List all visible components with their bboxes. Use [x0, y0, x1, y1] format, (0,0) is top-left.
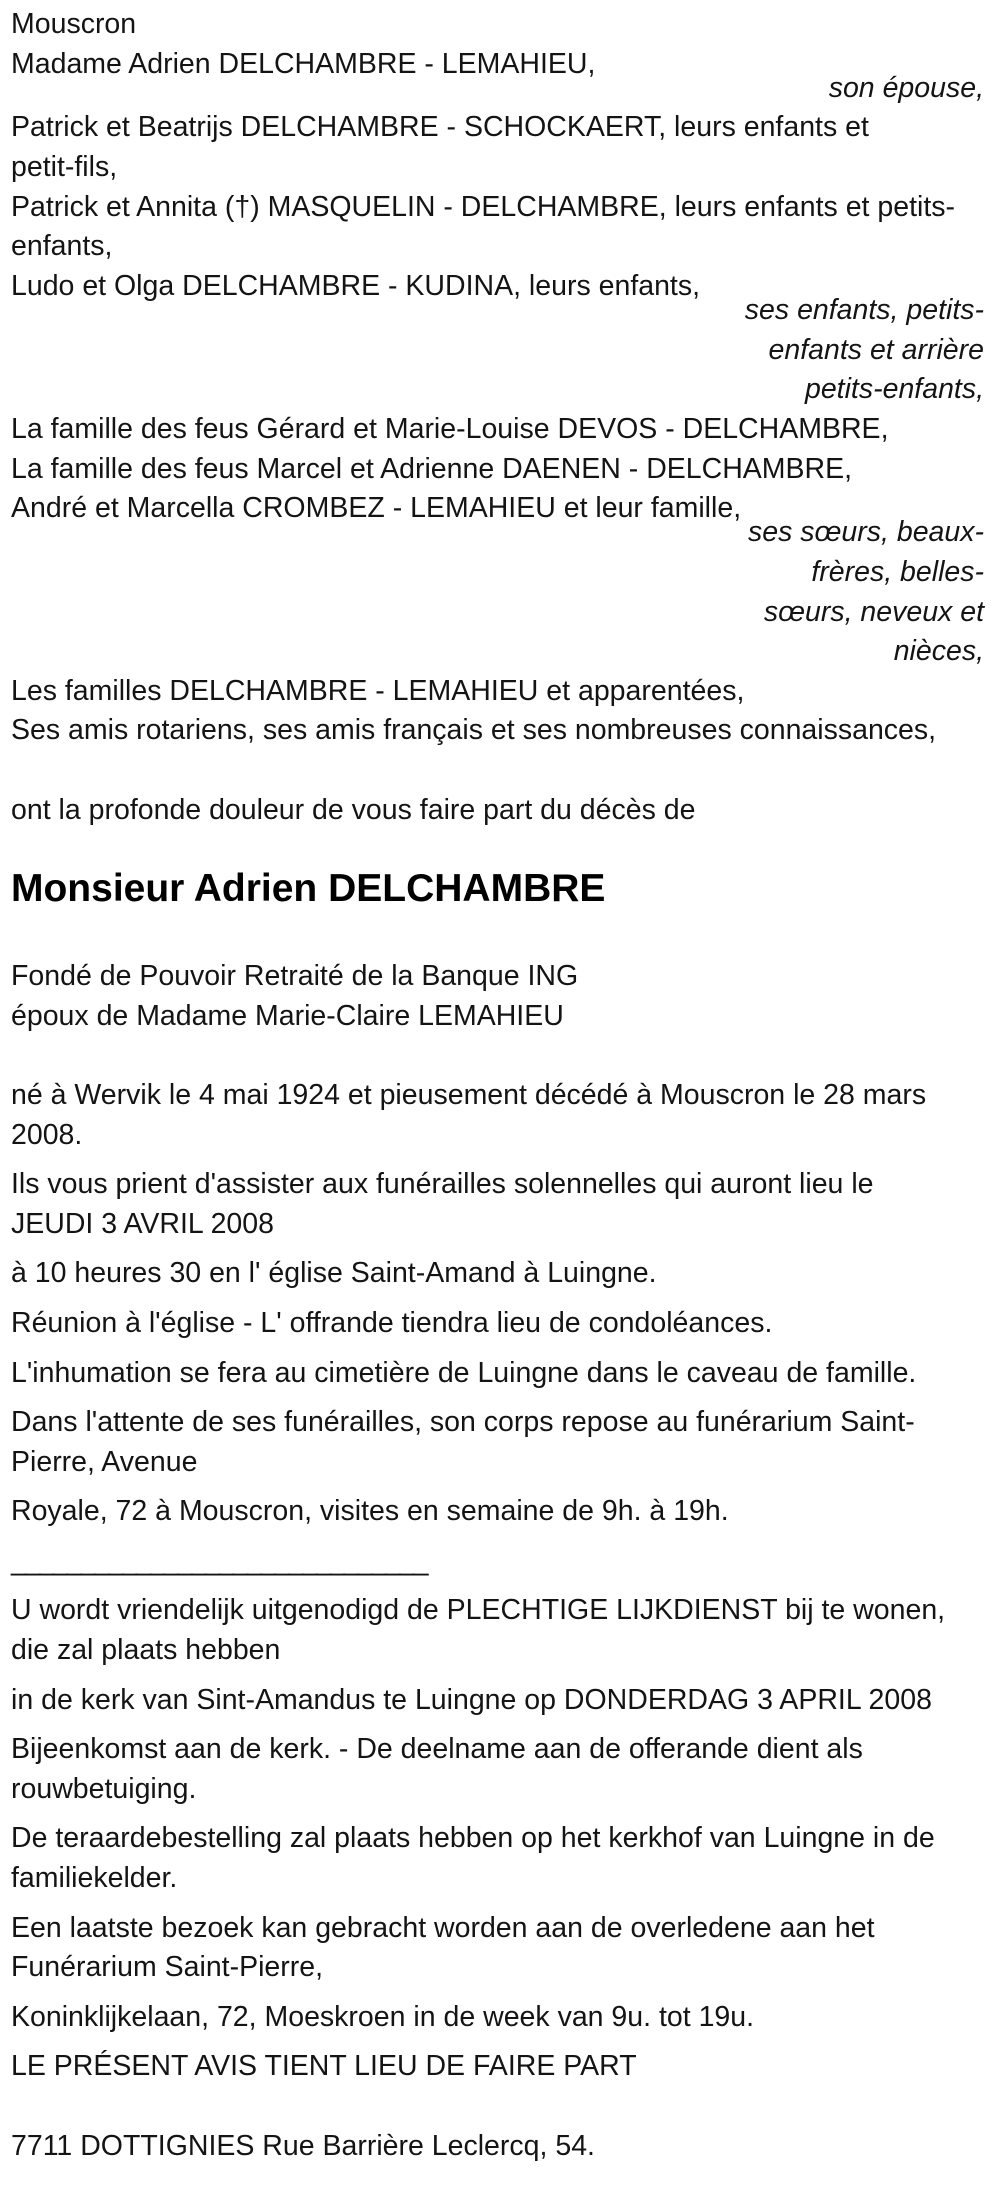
funeral-fr-paragraph: [11, 1304, 984, 1344]
paragraph-line: à 10 heures 30 en l' église Saint-Amand à Luingne.: [11, 1257, 657, 1290]
paragraph-line: De teraardebestelling zal plaats hebben op het kerkhof van Luingne in de: [11, 1822, 935, 1855]
paragraph-line: Royale, 72 à Mouscron, visites en semaine de 9h. à 19h.: [11, 1495, 729, 1528]
relation-line: enfants et arrière: [768, 333, 984, 366]
announcement: ont la profonde douleur de vous faire part du décès de: [11, 793, 696, 826]
funeral-fr-paragraph: [11, 1254, 984, 1294]
sibling-entry: André et Marcella CROMBEZ - LEMAHIEU et leur famille,: [11, 492, 742, 525]
paragraph-line: familiekelder.: [11, 1862, 178, 1895]
children-entry: [11, 188, 984, 267]
birth-death: [11, 1076, 984, 1155]
other-mourners: Ses amis rotariens, ses amis français et ses nombreuses connaissances,: [11, 714, 937, 747]
relation-line: nièces,: [893, 635, 984, 668]
sibling-entry: La famille des feus Marcel et Adrienne DAENEN - DELCHAMBRE,: [11, 452, 853, 485]
entry-line: Patrick et Annita (†) MASQUELIN - DELCHAMBRE, leurs enfants et petits-: [11, 190, 955, 223]
deceased-title: Fondé de Pouvoir Retraité de la Banque ING: [11, 960, 579, 993]
relation-line: ses sœurs, beaux-: [748, 516, 984, 549]
paragraph-line: JEUDI 3 AVRIL 2008: [11, 1207, 274, 1240]
relation-line: petits-enfants,: [804, 373, 984, 406]
paragraph-line: Bijeenkomst aan de kerk. - De deelname aan de offerande dient als: [11, 1733, 863, 1766]
city: Mouscron: [11, 8, 137, 40]
relation-line: sœurs, neveux et: [763, 595, 984, 628]
other-mourners: Les familles DELCHAMBRE - LEMAHIEU et apparentées,: [11, 674, 745, 707]
paragraph-line: né à Wervik le 4 mai 1924 et pieusement décédé à Mouscron le 28 mars: [11, 1078, 927, 1111]
funeral-fr-paragraph: [11, 1354, 984, 1394]
paragraph-line: in de kerk van Sint-Amandus te Luingne op DONDERDAG 3 APRIL 2008: [11, 1683, 932, 1716]
paragraph-line: Een laatste bezoek kan gebracht worden aan de overledene aan het: [11, 1911, 875, 1944]
paragraph-line: Réunion à l'église - L' offrande tiendra lieu de condoléances.: [11, 1306, 773, 1339]
paragraph-line: Koninklijkelaan, 72, Moeskroen in de week van 9u. tot 19u.: [11, 2000, 755, 2033]
funeral-fr-paragraph: [11, 1165, 984, 1244]
paragraph-line: LE PRÉSENT AVIS TIENT LIEU DE FAIRE PART: [11, 2050, 637, 2083]
funeral-nl-paragraph: [11, 1819, 984, 1898]
paragraph-line: U wordt vriendelijk uitgenodigd de PLECHTIGE LIJKDIENST bij te wonen,: [11, 1594, 946, 1627]
paragraph-line: 2008.: [11, 1118, 83, 1151]
funeral-nl-paragraph: [11, 1591, 984, 1670]
notice-statement: [11, 2047, 984, 2087]
relation-children: [11, 291, 984, 410]
entry-line: Ludo et Olga DELCHAMBRE - KUDINA, leurs enfants,: [11, 269, 701, 302]
paragraph-line: Pierre, Avenue: [11, 1445, 198, 1478]
children-entry: [11, 108, 984, 187]
entry-line: enfants,: [11, 230, 113, 263]
funeral-nl-paragraph: [11, 1909, 984, 1988]
deceased-name: Monsieur Adrien DELCHAMBRE: [11, 867, 606, 911]
family-address: 7711 DOTTIGNIES Rue Barrière Leclercq, 54.: [11, 2129, 595, 2162]
paragraph-line: die zal plaats hebben: [11, 1634, 281, 1667]
relation-line: frères, belles-: [811, 556, 984, 589]
relation-siblings: [11, 513, 984, 671]
funeral-nl-paragraph: [11, 1998, 984, 2038]
paragraph-line: Ils vous prient d'assister aux funérailles solennelles qui auront lieu le: [11, 1168, 874, 1201]
paragraph-line: rouwbetuiging.: [11, 1772, 197, 1805]
relation-line: son épouse,: [828, 71, 984, 104]
paragraph-line: Funérarium Saint-Pierre,: [11, 1951, 324, 1984]
paragraph-line: L'inhumation se fera au cimetière de Luingne dans le caveau de famille.: [11, 1356, 917, 1389]
separator-line: ______________________________: [11, 1544, 427, 1577]
funeral-fr-paragraph: [11, 1492, 984, 1532]
relation-line: ses enfants, petits-: [744, 294, 984, 327]
funeral-fr-paragraph: [11, 1403, 984, 1482]
entry-line: petit-fils,: [11, 151, 118, 184]
funeral-nl-paragraph: [11, 1730, 984, 1809]
deceased-spouse: époux de Madame Marie-Claire LEMAHIEU: [11, 999, 564, 1032]
sibling-entry: La famille des feus Gérard et Marie-Louise DEVOS - DELCHAMBRE,: [11, 412, 889, 445]
spouse-name: Madame Adrien DELCHAMBRE - LEMAHIEU,: [11, 47, 596, 80]
funeral-nl-paragraph: [11, 1681, 984, 1721]
entry-line: Patrick et Beatrijs DELCHAMBRE - SCHOCKAERT, leurs enfants et: [11, 111, 869, 144]
paragraph-line: Dans l'attente de ses funérailles, son corps repose au funérarium Saint-: [11, 1406, 915, 1439]
